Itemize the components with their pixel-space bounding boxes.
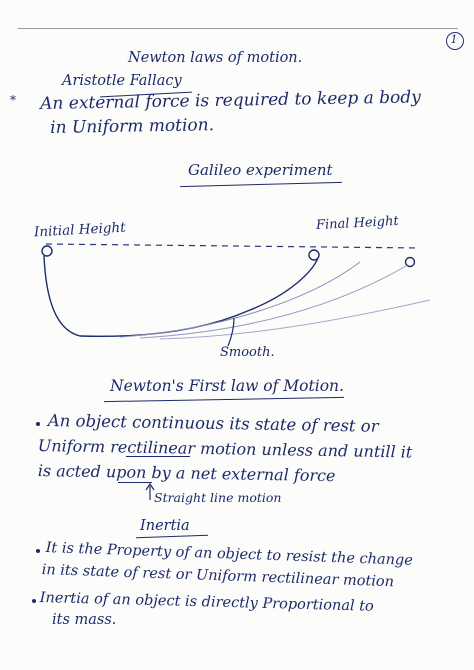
- track-curve-3: [140, 266, 406, 338]
- upon-underline: [118, 482, 152, 483]
- smooth-label: Smooth.: [220, 345, 275, 360]
- first-law-line-1: An object continuous its state of rest or: [47, 411, 379, 436]
- inertia-line-2: in its state of rest or Uniform rectilinear motion: [41, 562, 395, 591]
- aristotle-heading: Aristotle Fallacy: [62, 73, 182, 89]
- final-ball-2: [406, 258, 415, 267]
- inertia-line-1: It is the Property of an object to resist the change: [45, 540, 414, 569]
- first-law-line-3: is acted upon by a net external force: [37, 461, 336, 486]
- height-reference-line: [46, 244, 420, 248]
- track-curve-4: [160, 300, 430, 339]
- initial-height-label: Initial Height: [33, 219, 126, 241]
- smooth-pointer: [228, 318, 234, 346]
- inertia-line-4: its mass.: [52, 612, 117, 628]
- inertia-heading: Inertia: [140, 518, 190, 534]
- page-title: Newton laws of motion.: [128, 50, 303, 66]
- first-law-line-2: Uniform rectilinear motion unless and untill it: [37, 436, 413, 462]
- straight-line-note: Straight line motion: [154, 490, 282, 505]
- page-number: 1: [450, 33, 458, 46]
- star-bullet: *: [10, 93, 16, 107]
- bullet-dot: [36, 422, 40, 426]
- first-law-heading: Newton's First law of Motion.: [110, 377, 344, 395]
- initial-ball: [42, 246, 52, 256]
- track-curve-main: [44, 256, 318, 336]
- bullet-dot: [36, 549, 40, 553]
- final-height-label: Final Height: [315, 213, 400, 234]
- inertia-line-3: Inertia of an object is directly Proportional to: [39, 590, 374, 615]
- rectilinear-underline: [126, 456, 190, 457]
- bullet-dot: [32, 599, 36, 603]
- galileo-heading: Galileo experiment: [188, 161, 333, 179]
- aristotle-line-1: An external force is required to keep a body: [40, 87, 421, 114]
- aristotle-line-2: in Uniform motion.: [50, 115, 215, 138]
